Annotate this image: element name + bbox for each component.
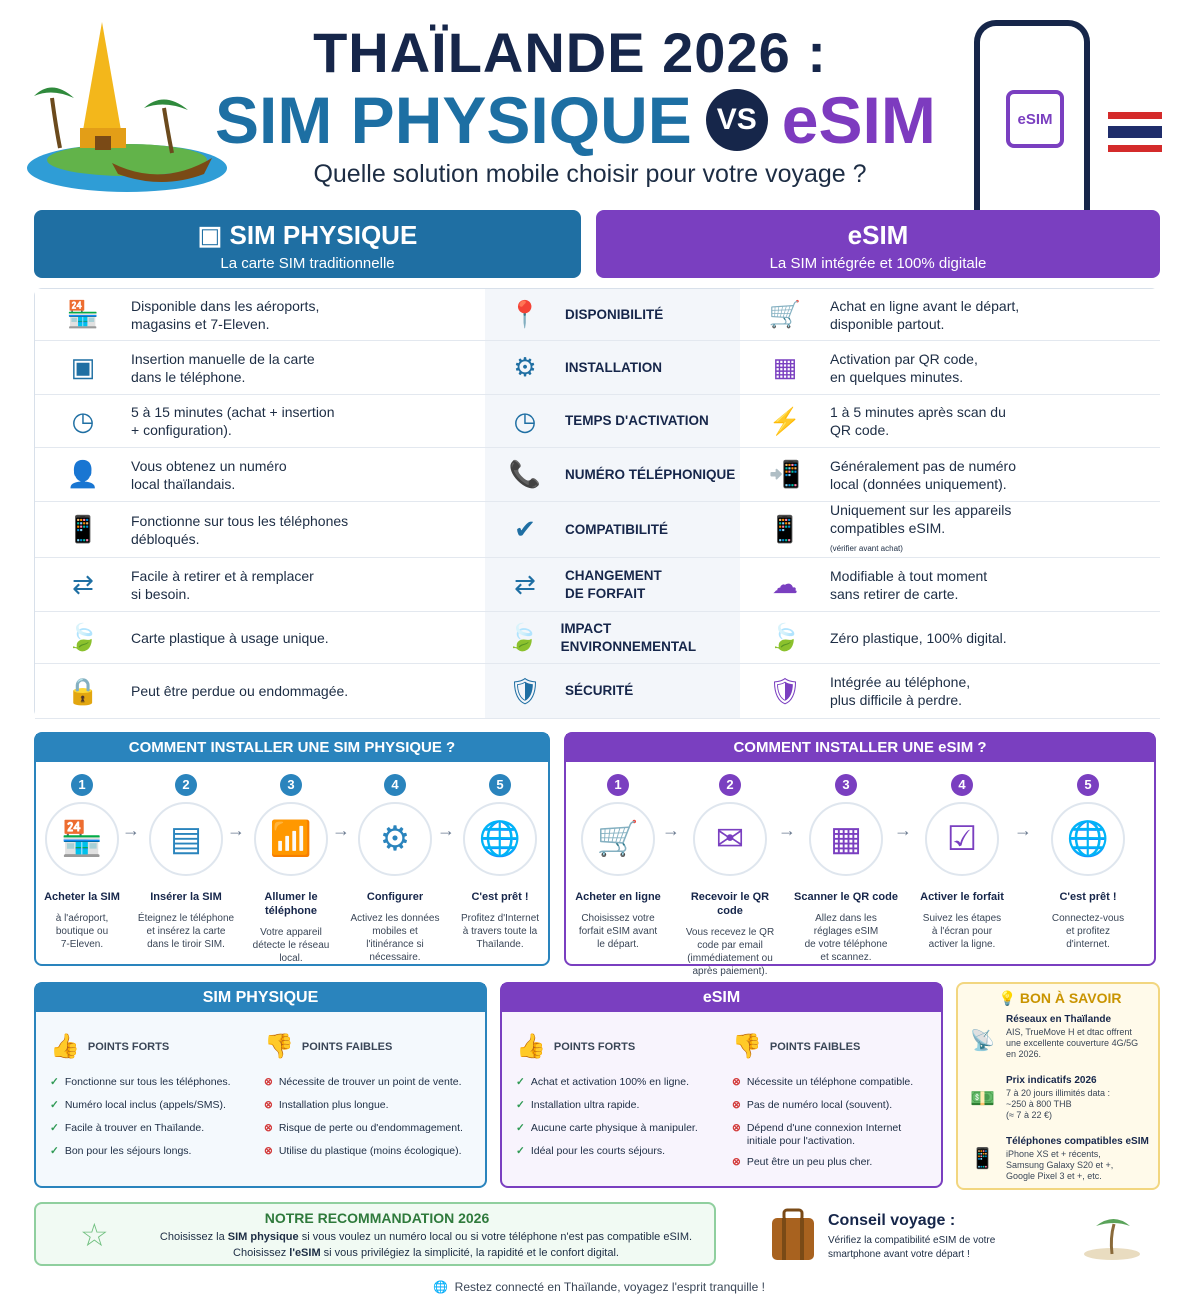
weakness-item <box>732 1156 872 1169</box>
check-icon: ✓ <box>516 1122 525 1134</box>
step-desc: Connectez-vous et profitez d'internet. <box>1051 913 1125 950</box>
comparison-row <box>35 289 1160 341</box>
esim-chip-icon: eSIM <box>1006 90 1064 148</box>
weakness-text: Peut être un peu plus cher. <box>746 1156 873 1168</box>
check-icon: ✓ <box>516 1099 525 1111</box>
shield-icon: 🛡 <box>508 675 542 706</box>
step-number: 3 <box>835 774 857 796</box>
good-item-head: Réseaux en Thaïlande <box>1006 1014 1112 1025</box>
check-icon: ✓ <box>516 1145 525 1157</box>
header <box>0 0 1198 205</box>
sim-strong-label: POINTS FORTS <box>87 1040 170 1053</box>
globe-icon: 🌐 <box>1051 802 1125 876</box>
cart-icon: 🛒 <box>581 802 655 876</box>
esim-cell <box>740 558 1160 611</box>
esim-column-header <box>596 210 1160 278</box>
install-esim-title: COMMENT INSTALLER UNE eSIM ? <box>566 734 1154 762</box>
criterion-cell <box>485 395 740 447</box>
comparison-row <box>35 612 1160 664</box>
weakness-item <box>732 1122 901 1148</box>
esim-cell-text <box>830 350 978 386</box>
phone-check-icon: ☑ <box>925 802 999 876</box>
good-item-head: Prix indicatifs 2026 <box>1006 1075 1097 1086</box>
criterion-cell <box>485 558 740 611</box>
comparison-row <box>35 558 1160 612</box>
esim-word: eSIM <box>781 83 936 157</box>
weakness-text: Installation plus longue. <box>278 1099 389 1111</box>
qr-code-icon: ▦ <box>809 802 883 876</box>
reco-bold: l'eSIM <box>289 1247 321 1259</box>
comparison-row <box>35 448 1160 502</box>
step-title: Activer le forfait <box>920 891 1004 903</box>
reco-text: Choisissez la <box>159 1231 228 1243</box>
arrow-right-icon: → <box>778 820 796 840</box>
weakness-text: Dépend d'une connexion Internet initiale pour l'activation. <box>746 1122 902 1147</box>
weakness-text: Risque de perte ou d'endommagement. <box>278 1122 463 1134</box>
strength-item <box>516 1145 665 1158</box>
arrow-right-icon: → <box>894 820 912 840</box>
phone-icon: 📞 <box>508 459 542 489</box>
criterion-cell <box>485 341 740 394</box>
esim-cell <box>740 502 1160 557</box>
sim-pros-cons-panel <box>34 982 487 1188</box>
esim-cell-note: (vérifier avant achat) <box>830 544 903 553</box>
install-step <box>566 774 670 951</box>
reco-text: si vous voulez un numéro local ou si votre téléphone n'est pas compatible eSIM. <box>298 1231 693 1243</box>
strength-item <box>516 1122 698 1135</box>
esim-cell <box>740 395 1160 447</box>
comparison-row <box>35 664 1160 719</box>
lock-icon: 🔒 <box>66 675 100 706</box>
esim-cell-main: Intégrée au téléphone, plus difficile à perdre. <box>830 674 971 708</box>
step-desc: Éteignez le téléphone et insérez la carte dans le tiroir SIM. <box>137 913 235 950</box>
arrow-right-icon: → <box>437 820 455 840</box>
strength-text: Numéro local inclus (appels/SMS). <box>64 1099 226 1111</box>
step-title: Insérer la SIM <box>150 891 222 903</box>
suitcase-icon <box>770 1208 816 1262</box>
esim-cell <box>740 289 1160 340</box>
advice-title: Conseil voyage : <box>828 1212 956 1229</box>
step-desc: à l'aéroport, boutique ou 7-Eleven. <box>55 913 109 950</box>
weakness-item <box>732 1099 892 1112</box>
recommendation-title: NOTRE RECOMMANDATION 2026 <box>264 1210 490 1226</box>
phone-illustration <box>974 20 1090 210</box>
globe-icon: 🌐 <box>463 802 537 876</box>
sim-cell-text: Vous obtenez un numéro local thaïlandais. <box>131 457 287 492</box>
good-item-text: iPhone XS et + récents, Samsung Galaxy S20 et +, Google Pixel 3 et +, etc. <box>1006 1149 1114 1181</box>
criterion-label: COMPATIBILITÉ <box>565 521 668 537</box>
footer-text: Restez connecté en Thaïlande, voyagez l'esprit tranquille ! <box>454 1280 765 1294</box>
esim-cell-main: Achat en ligne avant le départ, disponible partout. <box>830 297 1020 332</box>
esim-cell <box>740 341 1160 394</box>
step-title: C'est prêt ! <box>1059 891 1117 903</box>
install-step <box>1036 774 1140 951</box>
sim-column-title: SIM PHYSIQUE <box>229 220 418 250</box>
smartphone-icon: 📱 <box>768 514 802 544</box>
install-step <box>343 774 447 964</box>
reco-bold: SIM physique <box>227 1231 299 1243</box>
leaf-icon: 🍃 <box>768 622 802 652</box>
step-number: 1 <box>607 774 629 796</box>
clock-icon: ◷ <box>513 405 537 436</box>
esim-cell <box>740 612 1160 663</box>
criterion-label: INSTALLATION <box>565 359 662 375</box>
thailand-flag-icon <box>1108 112 1162 152</box>
weakness-item <box>264 1099 389 1112</box>
criterion-label: SÉCURITÉ <box>565 683 634 698</box>
money-icon: 💵 <box>970 1088 995 1110</box>
clock-icon: ◷ <box>71 405 95 436</box>
esim-cell-main: 1 à 5 minutes après scan du QR code. <box>830 404 1006 438</box>
sim-cell <box>35 502 485 557</box>
weakness-text: Utilise du plastique (moins écologique). <box>278 1145 462 1157</box>
footer <box>0 1280 1198 1302</box>
advice-text: Vérifiez la compatibilité eSIM de votre smartphone avant votre départ ! <box>828 1235 996 1260</box>
sim-card-icon: ▣ <box>197 220 223 250</box>
weakness-text: Nécessite un téléphone compatible. <box>746 1076 914 1088</box>
phone-frame-icon: 📲 <box>768 459 802 489</box>
sim-cell <box>35 448 485 501</box>
cart-icon: 🛒 <box>768 299 802 329</box>
x-circle-icon: ⊗ <box>264 1099 273 1111</box>
sim-cell-text: Disponible dans les aéroports, magasins et 7-Eleven. <box>131 297 320 332</box>
esim-cell-text <box>830 297 1019 333</box>
strength-item <box>516 1099 639 1112</box>
thumbs-up-icon: 👍 <box>50 1033 80 1060</box>
step-number: 1 <box>71 774 93 796</box>
install-step <box>239 774 343 965</box>
user-icon: 👤 <box>66 459 100 489</box>
x-circle-icon: ⊗ <box>732 1099 741 1111</box>
leaf-icon: 🍃 <box>66 622 100 652</box>
esim-cell <box>740 448 1160 501</box>
globe-icon: 🌐 <box>433 1280 448 1294</box>
location-pin-icon: 📍 <box>508 299 542 329</box>
criterion-cell <box>485 502 740 557</box>
esim-cell-text <box>830 567 987 603</box>
esim-pros-cons-panel <box>500 982 943 1188</box>
strength-text: Installation ultra rapide. <box>530 1099 640 1111</box>
sim-word: SIM PHYSIQUE <box>215 83 692 157</box>
x-circle-icon: ⊗ <box>732 1156 741 1168</box>
island-icon <box>1082 1210 1142 1260</box>
check-icon: ✓ <box>50 1099 59 1111</box>
step-title: C'est prêt ! <box>471 891 529 903</box>
shield-check-icon: 🛡 <box>768 675 802 706</box>
phone-icon: 📱 <box>970 1148 995 1170</box>
sim-column-subtitle: La carte SIM traditionnelle <box>220 255 395 272</box>
step-desc: Suivez les étapes à l'écran pour activer la ligne. <box>922 913 1002 950</box>
good-to-know-title: BON À SAVOIR <box>1019 990 1122 1006</box>
sim-cell-text: Facile à retirer et à remplacer si besoin. <box>131 567 314 602</box>
strength-text: Idéal pour les courts séjours. <box>530 1145 666 1157</box>
criterion-cell <box>485 612 740 663</box>
x-circle-icon: ⊗ <box>264 1122 273 1134</box>
strength-text: Fonctionne sur tous les téléphones. <box>64 1076 231 1088</box>
esim-cell-text <box>830 403 1006 439</box>
sim-cell-text: Carte plastique à usage unique. <box>131 629 329 646</box>
comparison-table <box>34 288 1159 718</box>
sim-cell <box>35 558 485 611</box>
good-item-head: Téléphones compatibles eSIM <box>1006 1136 1149 1147</box>
strength-item <box>50 1076 231 1089</box>
esim-cell-text <box>830 501 1011 558</box>
x-circle-icon: ⊗ <box>732 1076 741 1088</box>
recommendation-text <box>126 1229 726 1261</box>
star-icon: ☆ <box>80 1217 109 1253</box>
step-number: 4 <box>951 774 973 796</box>
criterion-cell <box>485 664 740 718</box>
criterion-label: NUMÉRO TÉLÉPHONIQUE <box>565 466 736 482</box>
lightbulb-icon: 💡 <box>998 990 1016 1006</box>
sim-cell-text: Insertion manuelle de la carte dans le téléphone. <box>131 350 315 385</box>
title-line2 <box>215 80 955 160</box>
step-title: Allumer le téléphone <box>264 891 318 917</box>
step-number: 2 <box>719 774 741 796</box>
install-esim-panel <box>564 732 1156 977</box>
sim-cell <box>35 289 485 340</box>
store-icon: 🏪 <box>66 299 100 329</box>
strength-text: Aucune carte physique à manipuler. <box>530 1122 698 1134</box>
arrow-right-icon: → <box>1014 820 1032 840</box>
good-to-know-panel <box>956 982 1160 1190</box>
esim-weak-label: POINTS FAIBLES <box>769 1040 861 1053</box>
install-sim-panel <box>34 732 550 966</box>
thumbs-down-icon: 👎 <box>264 1033 294 1060</box>
strength-item <box>50 1145 191 1158</box>
reco-text: si vous privilégiez la simplicité, la rapidité et le confort digital. <box>320 1247 619 1259</box>
esim-strong-label: POINTS FORTS <box>553 1040 636 1053</box>
esim-cell-main: Modifiable à tout moment sans retirer de carte. <box>830 567 988 602</box>
step-number: 5 <box>1077 774 1099 796</box>
swap-arrows-icon: ⇄ <box>514 569 536 599</box>
step-title: Acheter la SIM <box>44 891 120 903</box>
step-title: Acheter en ligne <box>575 891 661 903</box>
step-desc: Allez dans les réglages eSIM de votre téléphone et scannez. <box>804 913 888 963</box>
step-number: 5 <box>489 774 511 796</box>
sim-weak-label: POINTS FAIBLES <box>301 1040 393 1053</box>
sim-card-icon: ▣ <box>70 352 96 382</box>
weakness-text: Nécessite de trouver un point de vente. <box>278 1076 462 1088</box>
step-desc: Vous recevez le QR code par email (immédiatement ou après paiement). <box>685 927 775 977</box>
comparison-row <box>35 395 1160 448</box>
smartphone-icon: 📱 <box>66 514 100 544</box>
arrow-right-icon: → <box>332 820 350 840</box>
vs-badge: VS <box>706 89 768 151</box>
esim-column-subtitle: La SIM intégrée et 100% digitale <box>769 255 987 272</box>
sim-cell-text: 5 à 15 minutes (achat + insertion + configuration). <box>131 404 335 438</box>
antenna-icon: 📡 <box>970 1030 995 1052</box>
check-icon: ✓ <box>516 1076 525 1088</box>
esim-cell <box>740 664 1160 718</box>
thumbs-down-icon: 👎 <box>732 1033 762 1060</box>
sim-cell <box>35 664 485 718</box>
check-icon: ✓ <box>50 1145 59 1157</box>
title-line1: THAÏLANDE 2026 : <box>313 21 827 84</box>
gear-icon: ⚙ <box>513 352 537 382</box>
criterion-label: TEMPS D'ACTIVATION <box>565 413 709 428</box>
install-step <box>30 774 134 951</box>
x-circle-icon: ⊗ <box>264 1145 273 1157</box>
strength-text: Facile à trouver en Thaïlande. <box>64 1122 205 1134</box>
recommendation-box <box>34 1202 716 1266</box>
esim-cell-main: Activation par QR code, en quelques minutes. <box>830 350 978 385</box>
step-title: Configurer <box>366 891 424 903</box>
step-desc: Votre appareil détecte le réseau local. <box>252 927 330 964</box>
swap-phone-icon: ⇄ <box>72 569 94 599</box>
esim-pros-title: eSIM <box>502 984 941 1012</box>
lightning-icon: ⚡ <box>768 405 802 436</box>
comparison-row <box>35 341 1160 395</box>
esim-cell-text <box>830 673 970 709</box>
store-icon: 🏪 <box>45 802 119 876</box>
arrow-right-icon: → <box>227 820 245 840</box>
weakness-item <box>732 1076 913 1089</box>
sim-cell <box>35 341 485 394</box>
criterion-cell <box>485 448 740 501</box>
sim-tray-icon: ▤ <box>149 802 223 876</box>
weakness-text: Pas de numéro local (souvent). <box>746 1099 893 1111</box>
esim-cell-main: Uniquement sur les appareils compatibles eSIM. <box>830 502 1012 536</box>
cloud-upload-icon: ☁ <box>772 569 798 599</box>
step-title: Recevoir le QR code <box>690 891 770 917</box>
criterion-label: CHANGEMENT DE FORFAIT <box>565 567 662 601</box>
advice-box <box>760 1202 1180 1266</box>
install-step <box>448 774 552 951</box>
reco-text: Choisissez <box>233 1247 290 1259</box>
step-desc: Activez les données mobiles et l'itinérance si nécessaire. <box>350 913 440 963</box>
esim-cell-main: Généralement pas de numéro local (données uniquement). <box>830 457 1016 492</box>
arrow-right-icon: → <box>662 820 680 840</box>
sim-cell <box>35 395 485 447</box>
criterion-label: IMPACT ENVIRONNEMENTAL <box>560 620 697 654</box>
sim-cell <box>35 612 485 663</box>
install-step <box>134 774 238 951</box>
strength-item <box>50 1099 226 1112</box>
sim-pros-title: SIM PHYSIQUE <box>36 984 485 1012</box>
install-sim-title: COMMENT INSTALLER UNE SIM PHYSIQUE ? <box>36 734 548 762</box>
gear-icon: ⚙ <box>358 802 432 876</box>
strength-item <box>516 1076 689 1089</box>
good-item-text: 7 à 20 jours illimités data : ~250 à 800 THB (≈ 7 à 22 €) <box>1006 1088 1111 1120</box>
phone-signal-icon: 📶 <box>254 802 328 876</box>
check-icon: ✓ <box>50 1076 59 1088</box>
envelope-icon: ✉ <box>693 802 767 876</box>
comparison-row <box>35 502 1160 558</box>
sim-cell-text: Peut être perdue ou endommagée. <box>131 683 349 699</box>
step-number: 3 <box>280 774 302 796</box>
check-circle-icon: ✔ <box>514 514 536 544</box>
x-circle-icon: ⊗ <box>264 1076 273 1088</box>
leaf-icon: 🍃 <box>506 622 539 652</box>
step-desc: Choisissez votre forfait eSIM avant le départ. <box>578 913 658 950</box>
step-desc: Profitez d'Internet à travers toute la Thaïlande. <box>460 913 540 950</box>
sim-column-header <box>34 210 581 278</box>
check-icon: ✓ <box>50 1122 59 1134</box>
esim-column-title: eSIM <box>847 220 909 250</box>
strength-text: Achat et activation 100% en ligne. <box>530 1076 689 1088</box>
good-item-text: AIS, TrueMove H et dtac offrent une excellente couverture 4G/5G en 2026. <box>1006 1027 1139 1059</box>
install-step <box>910 774 1014 951</box>
thumbs-up-icon: 👍 <box>516 1033 546 1060</box>
strength-text: Bon pour les séjours longs. <box>64 1145 192 1157</box>
strength-item <box>50 1122 204 1135</box>
weakness-item <box>264 1122 463 1135</box>
step-number: 2 <box>175 774 197 796</box>
sim-cell-text: Fonctionne sur tous les téléphones débloqués. <box>131 512 349 547</box>
esim-cell-text <box>830 457 1016 493</box>
weakness-item <box>264 1145 462 1158</box>
esim-cell-main: Zéro plastique, 100% digital. <box>830 629 1007 646</box>
install-step <box>794 774 898 964</box>
esim-cell-text <box>830 629 1007 647</box>
criterion-label: DISPONIBILITÉ <box>565 306 664 322</box>
weakness-item <box>264 1076 462 1089</box>
subtitle: Quelle solution mobile choisir pour votre voyage ? <box>313 160 867 188</box>
install-step <box>678 774 782 978</box>
step-number: 4 <box>384 774 406 796</box>
qr-code-icon: ▦ <box>772 352 798 382</box>
x-circle-icon: ⊗ <box>732 1122 741 1134</box>
step-title: Scanner le QR code <box>794 891 898 903</box>
criterion-cell <box>485 289 740 340</box>
arrow-right-icon: → <box>122 820 140 840</box>
